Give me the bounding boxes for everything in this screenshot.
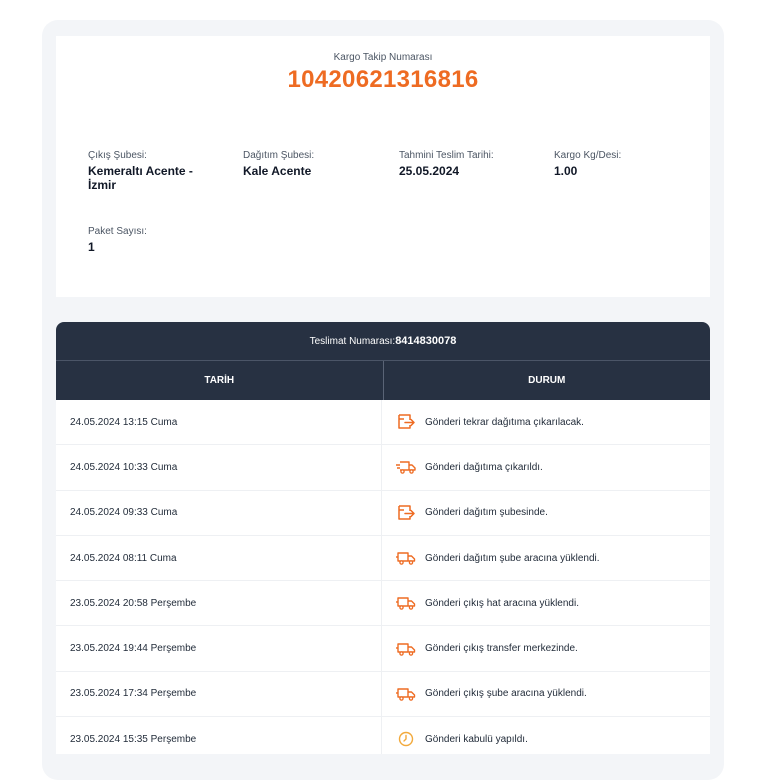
row-status-cell <box>382 626 710 670</box>
table-row <box>56 445 710 490</box>
table-row <box>56 717 710 754</box>
exit-branch-field <box>88 150 228 192</box>
row-status: Gönderi dağıtıma çıkarıldı. <box>425 461 543 473</box>
dist-branch-label: Dağıtım Şubesi: <box>243 150 315 161</box>
table-row <box>56 581 710 626</box>
delivery-number: 8414830078 <box>395 335 457 347</box>
row-date: 23.05.2024 17:34 Perşembe <box>56 672 382 716</box>
weight-value: 1.00 <box>554 164 578 178</box>
tracking-number: 10420621316816 <box>287 66 479 93</box>
table-body <box>56 400 710 754</box>
table-row <box>56 400 710 445</box>
box-arrow-icon <box>396 504 416 522</box>
table-row <box>56 626 710 671</box>
delivery-number-label: Teslimat Numarası: <box>309 336 396 347</box>
package-count-label: Paket Sayısı: <box>88 226 147 237</box>
shipment-info-card <box>56 36 710 297</box>
table-row <box>56 536 710 581</box>
row-status: Gönderi çıkış transfer merkezinde. <box>425 643 578 655</box>
package-count-field <box>88 226 228 254</box>
est-delivery-label: Tahmini Teslim Tarihi: <box>399 150 494 161</box>
fast-truck-icon <box>396 458 416 476</box>
row-status-cell <box>382 717 710 754</box>
dist-branch-value: Kale Acente <box>243 164 312 178</box>
row-date: 24.05.2024 10:33 Cuma <box>56 445 382 489</box>
row-status: Gönderi çıkış şube aracına yüklendi. <box>425 688 587 700</box>
row-status: Gönderi tekrar dağıtıma çıkarılacak. <box>425 416 584 428</box>
table-column-headers <box>56 361 710 400</box>
truck-icon <box>396 640 416 658</box>
row-date: 23.05.2024 19:44 Perşembe <box>56 626 382 670</box>
row-status: Gönderi dağıtım şube aracına yüklendi. <box>425 552 600 564</box>
dist-branch-field <box>243 150 383 178</box>
row-status-cell <box>382 445 710 489</box>
row-status-cell <box>382 536 710 580</box>
weight-label: Kargo Kg/Desi: <box>554 150 622 161</box>
tracking-history-table <box>56 322 710 754</box>
row-date: 23.05.2024 15:35 Perşembe <box>56 717 382 754</box>
delivery-number-header <box>56 322 710 361</box>
row-status-cell <box>382 581 710 625</box>
box-arrow-icon <box>396 413 416 431</box>
est-delivery-value: 25.05.2024 <box>399 164 460 178</box>
truck-icon <box>396 685 416 703</box>
table-row <box>56 491 710 536</box>
weight-field <box>554 150 694 178</box>
truck-icon <box>396 549 416 567</box>
row-status: Gönderi dağıtım şubesinde. <box>425 507 548 519</box>
row-date: 24.05.2024 13:15 Cuma <box>56 400 382 444</box>
row-date: 24.05.2024 08:11 Cuma <box>56 536 382 580</box>
row-date: 24.05.2024 09:33 Cuma <box>56 491 382 535</box>
tracking-number-label: Kargo Takip Numarası <box>333 52 433 63</box>
exit-branch-value: Kemeraltı Acente - İzmir <box>88 164 193 192</box>
est-delivery-field <box>399 150 539 178</box>
column-header-date: TARİH <box>56 361 384 400</box>
row-status-cell <box>382 491 710 535</box>
row-status: Gönderi kabulü yapıldı. <box>425 733 528 745</box>
row-status: Gönderi çıkış hat aracına yüklendi. <box>425 597 579 609</box>
row-status-cell <box>382 400 710 444</box>
row-status-cell <box>382 672 710 716</box>
row-date: 23.05.2024 20:58 Perşembe <box>56 581 382 625</box>
column-header-status: DURUM <box>528 375 566 386</box>
clock-icon <box>396 730 416 748</box>
truck-icon <box>396 594 416 612</box>
table-row <box>56 672 710 717</box>
package-count-value: 1 <box>88 240 95 254</box>
exit-branch-label: Çıkış Şubesi: <box>88 150 147 161</box>
